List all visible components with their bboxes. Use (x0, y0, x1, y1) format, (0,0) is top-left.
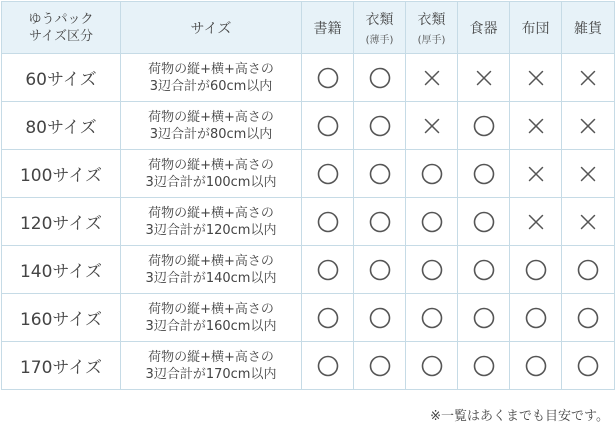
availability-cell (562, 342, 615, 390)
availability-cell (562, 246, 615, 294)
size-description (121, 54, 302, 102)
size-description-line1: 荷物の縦+横+高さの (148, 61, 274, 77)
category-header-futon (510, 2, 562, 54)
circle-icon (369, 211, 391, 233)
size-description (121, 150, 302, 198)
size-description-line1: 荷物の縦+横+高さの (148, 349, 274, 365)
availability-cell (458, 54, 510, 102)
availability-cell (562, 294, 615, 342)
cross-icon (525, 211, 547, 233)
availability-cell (458, 198, 510, 246)
circle-icon (369, 355, 391, 377)
availability-cell (354, 246, 406, 294)
size-header: サイズ (121, 2, 302, 54)
pack-size-label: 100サイズ (2, 150, 121, 198)
size-description-line2: 3辺合計が100cm以内 (145, 174, 277, 190)
category-header-dishes (458, 2, 510, 54)
category-sublabel: (厚手) (417, 35, 446, 46)
circle-icon (369, 115, 391, 137)
availability-cell (510, 342, 562, 390)
availability-cell (406, 102, 458, 150)
circle-icon (473, 163, 495, 185)
availability-cell (458, 342, 510, 390)
availability-cell (302, 342, 354, 390)
table-row (2, 150, 615, 198)
cross-icon (525, 115, 547, 137)
circle-icon (525, 355, 547, 377)
circle-icon (317, 115, 339, 137)
table-row (2, 294, 615, 342)
circle-icon (577, 307, 599, 329)
cross-icon (577, 115, 599, 137)
disclaimer-note: ※一覧はあくまでも目安です。 (430, 409, 609, 424)
category-header-goods (562, 2, 615, 54)
availability-cell (354, 198, 406, 246)
circle-icon (317, 163, 339, 185)
circle-icon (473, 115, 495, 137)
category-label: 雑貨 (574, 20, 602, 37)
cross-icon (421, 115, 443, 137)
pack-size-label: 170サイズ (2, 342, 121, 390)
availability-cell (302, 294, 354, 342)
cross-icon (525, 67, 547, 89)
table-row (2, 102, 615, 150)
availability-cell (406, 246, 458, 294)
size-description (121, 198, 302, 246)
header-row (2, 2, 615, 54)
size-description-line2: 3辺合計が120cm以内 (145, 222, 277, 238)
availability-cell (458, 294, 510, 342)
cross-icon (577, 67, 599, 89)
circle-icon (317, 307, 339, 329)
availability-cell (510, 102, 562, 150)
size-description-line2: 3辺合計が60cm以内 (149, 78, 273, 94)
pack-size-label: 80サイズ (2, 102, 121, 150)
category-label: 布団 (521, 20, 550, 37)
size-table (1, 1, 615, 390)
cross-icon (421, 67, 443, 89)
category-sublabel: (薄手) (365, 35, 394, 46)
availability-cell (510, 54, 562, 102)
circle-icon (473, 211, 495, 233)
availability-cell (354, 294, 406, 342)
size-description-line2: 3辺合計が80cm以内 (149, 126, 273, 142)
availability-cell (354, 54, 406, 102)
category-header-clothes-thick (406, 2, 458, 54)
availability-cell (562, 54, 615, 102)
table-row (2, 246, 615, 294)
circle-icon (421, 307, 443, 329)
size-description-line2: 3辺合計が140cm以内 (145, 270, 277, 286)
category-header-books (302, 2, 354, 54)
pack-size-label: 60サイズ (2, 54, 121, 102)
category-label: 衣類 (365, 12, 394, 28)
availability-cell (302, 246, 354, 294)
availability-cell (406, 54, 458, 102)
circle-icon (473, 355, 495, 377)
availability-cell (302, 102, 354, 150)
table-row (2, 342, 615, 390)
availability-cell (510, 198, 562, 246)
size-description-line1: 荷物の縦+横+高さの (148, 301, 274, 317)
circle-icon (317, 67, 339, 89)
circle-icon (577, 355, 599, 377)
availability-cell (302, 198, 354, 246)
pack-size-label: 140サイズ (2, 246, 121, 294)
circle-icon (369, 67, 391, 89)
circle-icon (369, 307, 391, 329)
circle-icon (317, 259, 339, 281)
availability-cell (510, 294, 562, 342)
circle-icon (421, 211, 443, 233)
table-body (2, 54, 615, 390)
table-row (2, 54, 615, 102)
circle-icon (369, 259, 391, 281)
cross-icon (525, 163, 547, 185)
pack-size-header (2, 2, 121, 54)
circle-icon (473, 259, 495, 281)
size-description-line2: 3辺合計が160cm以内 (145, 318, 277, 334)
availability-cell (510, 246, 562, 294)
pack-header-line2: サイズ区分 (29, 28, 93, 44)
availability-cell (354, 150, 406, 198)
circle-icon (421, 259, 443, 281)
circle-icon (421, 163, 443, 185)
table-row (2, 198, 615, 246)
availability-cell (458, 150, 510, 198)
size-description-line1: 荷物の縦+横+高さの (148, 253, 274, 269)
availability-cell (406, 198, 458, 246)
size-description (121, 294, 302, 342)
size-description-line1: 荷物の縦+横+高さの (148, 205, 274, 221)
circle-icon (317, 211, 339, 233)
pack-size-label: 160サイズ (2, 294, 121, 342)
circle-icon (525, 259, 547, 281)
size-description (121, 342, 302, 390)
size-description (121, 102, 302, 150)
availability-cell (562, 150, 615, 198)
circle-icon (577, 259, 599, 281)
pack-header-line1: ゆうパック (28, 11, 94, 27)
category-label: 書籍 (313, 20, 342, 37)
circle-icon (369, 163, 391, 185)
size-description (121, 246, 302, 294)
availability-cell (458, 246, 510, 294)
size-description-line2: 3辺合計が170cm以内 (145, 366, 277, 382)
size-description-line1: 荷物の縦+横+高さの (148, 157, 274, 173)
circle-icon (525, 307, 547, 329)
availability-cell (562, 198, 615, 246)
category-label: 衣類 (417, 12, 446, 28)
availability-cell (302, 150, 354, 198)
pack-size-label: 120サイズ (2, 198, 121, 246)
availability-cell (302, 54, 354, 102)
availability-cell (458, 102, 510, 150)
category-header-clothes-thin (354, 2, 406, 54)
category-label: 食器 (469, 20, 498, 37)
circle-icon (473, 307, 495, 329)
availability-cell (406, 342, 458, 390)
cross-icon (473, 67, 495, 89)
availability-cell (406, 150, 458, 198)
cross-icon (577, 163, 599, 185)
availability-cell (562, 102, 615, 150)
availability-cell (354, 342, 406, 390)
availability-cell (406, 294, 458, 342)
cross-icon (577, 211, 599, 233)
circle-icon (317, 355, 339, 377)
circle-icon (421, 355, 443, 377)
size-description-line1: 荷物の縦+横+高さの (148, 109, 274, 125)
availability-cell (510, 150, 562, 198)
availability-cell (354, 102, 406, 150)
